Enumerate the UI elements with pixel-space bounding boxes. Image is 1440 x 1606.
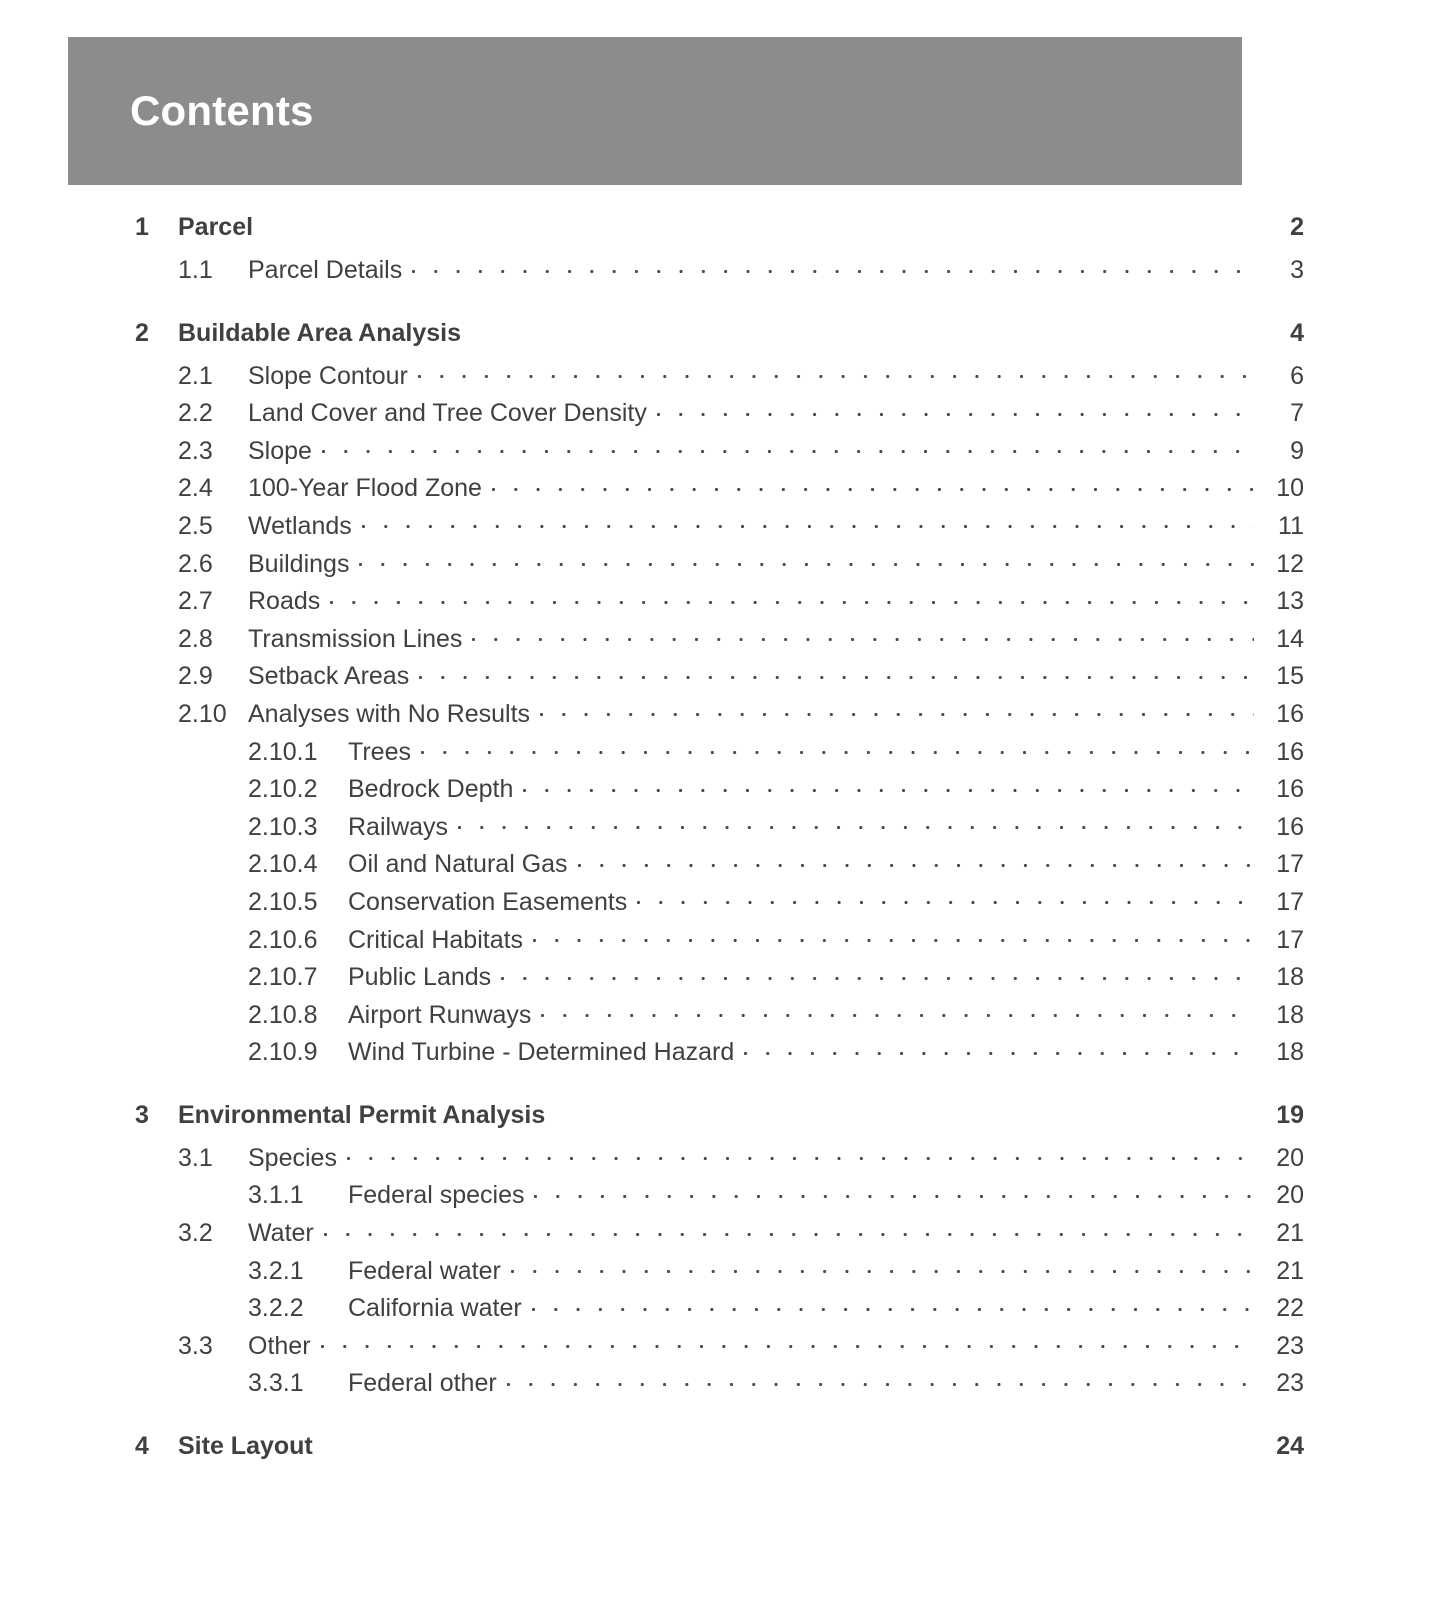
toc-dot-leader bbox=[321, 1329, 1254, 1354]
toc-entry-page-number: 16 bbox=[1276, 737, 1304, 766]
toc-dot-leader bbox=[657, 396, 1254, 421]
toc-dot-leader bbox=[744, 1035, 1254, 1060]
toc-entry[interactable] bbox=[0, 697, 1440, 735]
toc-dot-leader bbox=[322, 434, 1254, 459]
toc-entry[interactable] bbox=[0, 960, 1440, 998]
toc-entry-page-number: 12 bbox=[1276, 549, 1304, 578]
toc-entry-page-number: 16 bbox=[1276, 699, 1304, 728]
toc-entry[interactable] bbox=[0, 1178, 1440, 1216]
toc-entry-number: 2.10.8 bbox=[248, 1000, 318, 1029]
toc-entry-number: 4 bbox=[135, 1432, 149, 1461]
toc-entry[interactable] bbox=[0, 659, 1440, 697]
toc-dot-leader bbox=[637, 885, 1254, 910]
toc-entry-title: Critical Habitats bbox=[348, 925, 524, 954]
toc-entry-title: Other bbox=[248, 1331, 311, 1360]
toc-entry[interactable] bbox=[0, 547, 1440, 585]
toc-dot-leader bbox=[359, 547, 1254, 572]
toc-dot-leader bbox=[501, 960, 1254, 985]
toc-entry-title: Environmental Permit Analysis bbox=[178, 1100, 546, 1129]
toc-entry[interactable] bbox=[0, 1329, 1440, 1367]
toc-entry-number: 3 bbox=[135, 1100, 149, 1129]
toc-dot-leader bbox=[472, 622, 1254, 647]
toc-entry-page-number: 17 bbox=[1276, 887, 1304, 916]
toc-entry[interactable] bbox=[0, 772, 1440, 810]
toc-entry-title: Public Lands bbox=[348, 963, 492, 992]
toc-entry-page-number: 21 bbox=[1276, 1256, 1304, 1285]
toc-entry[interactable] bbox=[0, 1216, 1440, 1254]
toc-dot-leader bbox=[541, 998, 1254, 1023]
toc-entry-number: 2.10.4 bbox=[248, 850, 318, 879]
toc-entry-page-number: 24 bbox=[1276, 1432, 1304, 1461]
toc-entry-number: 2.10.5 bbox=[248, 887, 318, 916]
toc-entry-page-number: 7 bbox=[1290, 399, 1304, 428]
toc-entry-number: 2.1 bbox=[178, 361, 213, 390]
toc-dot-leader bbox=[534, 1178, 1254, 1203]
toc-entry-page-number: 2 bbox=[1290, 213, 1304, 241]
toc-entry-title: Parcel Details bbox=[248, 256, 403, 284]
toc-entry-title: Species bbox=[248, 1143, 337, 1172]
toc-entry[interactable] bbox=[0, 998, 1440, 1036]
toc-entry[interactable] bbox=[0, 1366, 1440, 1404]
toc-entry[interactable] bbox=[0, 1291, 1440, 1329]
toc-entry-number: 2.4 bbox=[178, 474, 213, 503]
toc-entry[interactable] bbox=[0, 810, 1440, 848]
toc-entry-title: Railways bbox=[348, 812, 449, 841]
toc-entry-number: 2.5 bbox=[178, 511, 213, 540]
toc-entry-title: Slope Contour bbox=[248, 361, 408, 390]
table-of-contents bbox=[0, 185, 1440, 1472]
toc-entry-number: 2.10.3 bbox=[248, 812, 318, 841]
contents-header-band bbox=[68, 37, 1242, 185]
toc-entry-page-number: 3 bbox=[1290, 256, 1304, 284]
toc-entry[interactable] bbox=[0, 885, 1440, 923]
toc-entry-page-number: 17 bbox=[1276, 925, 1304, 954]
toc-entry-page-number: 17 bbox=[1276, 850, 1304, 879]
toc-dot-leader bbox=[412, 253, 1254, 278]
toc-entry-number: 1 bbox=[135, 213, 149, 241]
toc-entry-page-number: 10 bbox=[1276, 474, 1304, 503]
toc-entry[interactable] bbox=[0, 1101, 1440, 1141]
toc-entry-page-number: 14 bbox=[1276, 624, 1304, 653]
toc-entry-page-number: 4 bbox=[1290, 318, 1304, 347]
toc-entry-page-number: 16 bbox=[1276, 775, 1304, 804]
toc-entry-page-number: 23 bbox=[1276, 1369, 1304, 1398]
toc-entry[interactable] bbox=[0, 1141, 1440, 1179]
toc-entry-page-number: 9 bbox=[1290, 436, 1304, 465]
toc-entry[interactable] bbox=[0, 319, 1440, 359]
toc-entry-page-number: 21 bbox=[1276, 1219, 1304, 1248]
toc-entry-title: Land Cover and Tree Cover Density bbox=[248, 399, 647, 428]
toc-entry[interactable] bbox=[0, 434, 1440, 472]
toc-entry-title: Trees bbox=[348, 737, 411, 766]
toc-entry[interactable] bbox=[0, 1035, 1440, 1073]
toc-entry-number: 1.1 bbox=[178, 256, 213, 284]
toc-entry-title: Bedrock Depth bbox=[348, 775, 514, 804]
toc-entry-number: 2.10.7 bbox=[248, 963, 318, 992]
toc-entry-title: Parcel bbox=[178, 213, 254, 241]
toc-entry[interactable] bbox=[0, 509, 1440, 547]
toc-entry[interactable] bbox=[0, 584, 1440, 622]
toc-entry[interactable] bbox=[0, 396, 1440, 434]
toc-entry-page-number: 13 bbox=[1276, 587, 1304, 616]
toc-entry-number: 2.10 bbox=[178, 699, 227, 728]
toc-entry[interactable] bbox=[0, 847, 1440, 885]
toc-entry[interactable] bbox=[0, 622, 1440, 660]
toc-entry-title: Federal other bbox=[348, 1369, 497, 1398]
toc-entry-page-number: 22 bbox=[1276, 1294, 1304, 1323]
page-title: Contents bbox=[130, 87, 314, 134]
toc-entry-title: Buildable Area Analysis bbox=[178, 318, 461, 347]
toc-entry-page-number: 18 bbox=[1276, 1000, 1304, 1029]
toc-dot-leader bbox=[421, 735, 1254, 760]
toc-entry-title: Federal species bbox=[348, 1181, 525, 1210]
toc-entry[interactable] bbox=[0, 923, 1440, 961]
toc-entry-number: 2.6 bbox=[178, 549, 213, 578]
toc-entry-page-number: 20 bbox=[1276, 1181, 1304, 1210]
toc-entry-title: Setback Areas bbox=[248, 662, 410, 691]
toc-entry-number: 2.3 bbox=[178, 436, 213, 465]
toc-entry-page-number: 6 bbox=[1290, 361, 1304, 390]
toc-dot-leader bbox=[362, 509, 1254, 534]
toc-entry-title: 100-Year Flood Zone bbox=[248, 474, 482, 503]
toc-entry-title: Water bbox=[248, 1219, 314, 1248]
toc-dot-leader bbox=[533, 923, 1254, 948]
toc-entry-title: Buildings bbox=[248, 549, 350, 578]
toc-entry-title: Conservation Easements bbox=[348, 887, 628, 916]
toc-entry-number: 3.3 bbox=[178, 1331, 213, 1360]
toc-dot-leader bbox=[418, 359, 1254, 384]
toc-entry[interactable] bbox=[0, 359, 1440, 397]
toc-dot-leader bbox=[532, 1291, 1254, 1316]
toc-dot-leader bbox=[492, 471, 1254, 496]
toc-entry-number: 2.10.9 bbox=[248, 1038, 318, 1067]
toc-entry-title: California water bbox=[348, 1294, 522, 1323]
toc-entry-number: 2 bbox=[135, 318, 149, 347]
toc-dot-leader bbox=[578, 847, 1254, 872]
toc-entry-page-number: 23 bbox=[1276, 1331, 1304, 1360]
toc-entry-title: Slope bbox=[248, 436, 312, 465]
toc-entry-page-number: 20 bbox=[1276, 1143, 1304, 1172]
toc-entry[interactable] bbox=[0, 253, 1440, 291]
toc-dot-leader bbox=[507, 1366, 1254, 1391]
toc-entry-number: 3.2.1 bbox=[248, 1256, 304, 1285]
toc-entry[interactable] bbox=[0, 1432, 1440, 1472]
toc-entry-title: Oil and Natural Gas bbox=[348, 850, 568, 879]
toc-entry-title: Site Layout bbox=[178, 1432, 313, 1461]
toc-entry-page-number: 19 bbox=[1276, 1100, 1304, 1129]
toc-entry-number: 3.3.1 bbox=[248, 1369, 304, 1398]
toc-dot-leader bbox=[540, 697, 1254, 722]
toc-dot-leader bbox=[458, 810, 1254, 835]
toc-entry-page-number: 18 bbox=[1276, 1038, 1304, 1067]
toc-entry-page-number: 11 bbox=[1278, 511, 1304, 540]
toc-entry-number: 3.2.2 bbox=[248, 1294, 304, 1323]
toc-entry[interactable] bbox=[0, 471, 1440, 509]
toc-entry-number: 2.10.2 bbox=[248, 775, 318, 804]
toc-entry-number: 2.7 bbox=[178, 587, 213, 616]
toc-dot-leader bbox=[324, 1216, 1254, 1241]
toc-entry-title: Wetlands bbox=[248, 511, 352, 540]
toc-entry-title: Roads bbox=[248, 587, 321, 616]
toc-entry-number: 3.1 bbox=[178, 1143, 213, 1172]
toc-dot-leader bbox=[511, 1254, 1254, 1279]
toc-entry-page-number: 15 bbox=[1276, 662, 1304, 691]
toc-dot-leader bbox=[330, 584, 1254, 609]
toc-entry[interactable] bbox=[0, 1254, 1440, 1292]
toc-entry-title: Wind Turbine - Determined Hazard bbox=[348, 1038, 735, 1067]
toc-entry[interactable] bbox=[0, 213, 1440, 253]
toc-entry-page-number: 16 bbox=[1276, 812, 1304, 841]
toc-entry-title: Analyses with No Results bbox=[248, 699, 531, 728]
toc-entry-number: 2.10.6 bbox=[248, 925, 318, 954]
toc-entry-number: 2.9 bbox=[178, 662, 213, 691]
toc-dot-leader bbox=[523, 772, 1254, 797]
toc-entry-number: 3.1.1 bbox=[248, 1181, 304, 1210]
toc-entry-number: 2.8 bbox=[178, 624, 213, 653]
toc-entry-title: Federal water bbox=[348, 1256, 501, 1285]
toc-entry-title: Transmission Lines bbox=[248, 624, 463, 653]
toc-entry-number: 2.2 bbox=[178, 399, 213, 428]
toc-dot-leader bbox=[419, 659, 1254, 684]
toc-entry-page-number: 18 bbox=[1276, 963, 1304, 992]
toc-dot-leader bbox=[347, 1141, 1254, 1166]
toc-entry-number: 2.10.1 bbox=[248, 737, 318, 766]
toc-entry-title: Airport Runways bbox=[348, 1000, 532, 1029]
toc-entry[interactable] bbox=[0, 735, 1440, 773]
toc-entry-number: 3.2 bbox=[178, 1219, 213, 1248]
